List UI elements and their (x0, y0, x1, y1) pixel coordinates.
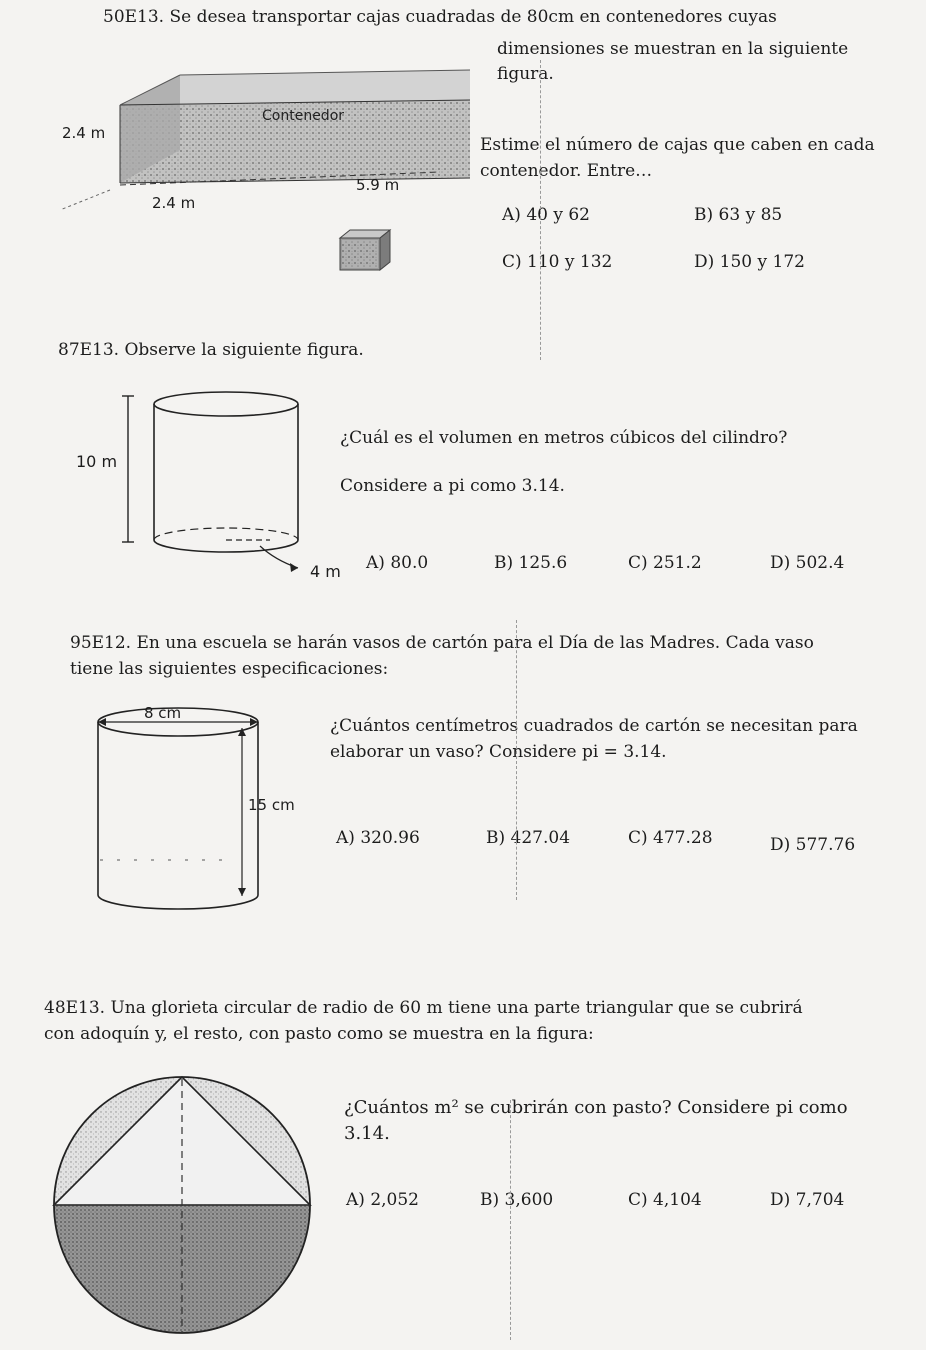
q2-option-c[interactable]: C) 251.2 (628, 553, 702, 573)
q2-text: 87E13. Observe la siguiente figura. (58, 340, 364, 360)
q1-prompt-line2: contenedor. Entre… (480, 161, 653, 181)
q3-option-c[interactable]: C) 477.28 (628, 828, 713, 848)
q2-dim-height: 10 m (76, 452, 118, 471)
cube-box-icon (336, 226, 396, 276)
q3-text-line2: tiene las siguientes especificaciones: (70, 659, 389, 679)
scan-artifact (540, 60, 541, 360)
q3-dim-diameter: 8 cm (144, 704, 182, 722)
q4-option-d[interactable]: D) 7,704 (770, 1190, 845, 1210)
q1-option-a[interactable]: A) 40 y 62 (502, 205, 590, 225)
q4-prompt-line2: 3.14. (344, 1123, 390, 1144)
container-label: Contenedor (262, 108, 345, 124)
q1-prompt-line1: Estime el número de cajas que caben en cada (480, 135, 875, 155)
q4-text-line1: 48E13. Una glorieta circular de radio de 60 m tiene una parte triangular que se cubrirá (44, 998, 803, 1018)
q4-option-b[interactable]: B) 3,600 (480, 1190, 554, 1210)
q1-option-c[interactable]: C) 110 y 132 (502, 252, 613, 272)
q2-option-a[interactable]: A) 80.0 (366, 553, 429, 573)
q1-dim-length: 5.9 m (356, 176, 400, 194)
q3-dim-height: 15 cm (248, 796, 295, 814)
q4-option-a[interactable]: A) 2,052 (346, 1190, 419, 1210)
q4-prompt-line1: ¿Cuántos m² se cubrirán con pasto? Considere pi como (344, 1097, 848, 1118)
q1-text-line3: figura. (497, 64, 554, 84)
q3-option-d[interactable]: D) 577.76 (770, 835, 856, 855)
q3-option-a[interactable]: A) 320.96 (336, 828, 420, 848)
q3-text-line1: 95E12. En una escuela se harán vasos de cartón para el Día de las Madres. Cada vaso (70, 633, 814, 653)
q3-option-b[interactable]: B) 427.04 (486, 828, 571, 848)
container-figure (0, 0, 500, 220)
cylinder-figure (110, 390, 370, 590)
scan-artifact (510, 1100, 511, 1340)
q1-dim-width: 2.4 m (152, 194, 196, 212)
q2-note: Considere a pi como 3.14. (340, 476, 565, 496)
q2-dim-radius: 4 m (310, 562, 341, 581)
q3-prompt-line2: elaborar un vaso? Considere pi = 3.14. (330, 742, 667, 762)
q4-option-c[interactable]: C) 4,104 (628, 1190, 702, 1210)
q1-option-d[interactable]: D) 150 y 172 (694, 252, 805, 272)
q2-option-b[interactable]: B) 125.6 (494, 553, 568, 573)
roundabout-figure (40, 1065, 330, 1350)
q1-text-line2: dimensiones se muestran en la siguiente (497, 39, 849, 59)
q2-prompt: ¿Cuál es el volumen en metros cúbicos del cilindro? (340, 428, 788, 448)
scan-artifact (516, 620, 517, 900)
q1-option-b[interactable]: B) 63 y 85 (694, 205, 783, 225)
q1-text-line1: 50E13. Se desea transportar cajas cuadradas de 80cm en contenedores cuyas (103, 7, 777, 27)
q3-prompt-line1: ¿Cuántos centímetros cuadrados de cartón se necesitan para (330, 716, 858, 736)
q2-option-d[interactable]: D) 502.4 (770, 553, 845, 573)
q1-dim-height: 2.4 m (62, 124, 106, 142)
q4-text-line2: con adoquín y, el resto, con pasto como se muestra en la figura: (44, 1024, 594, 1044)
cup-figure (60, 700, 320, 930)
